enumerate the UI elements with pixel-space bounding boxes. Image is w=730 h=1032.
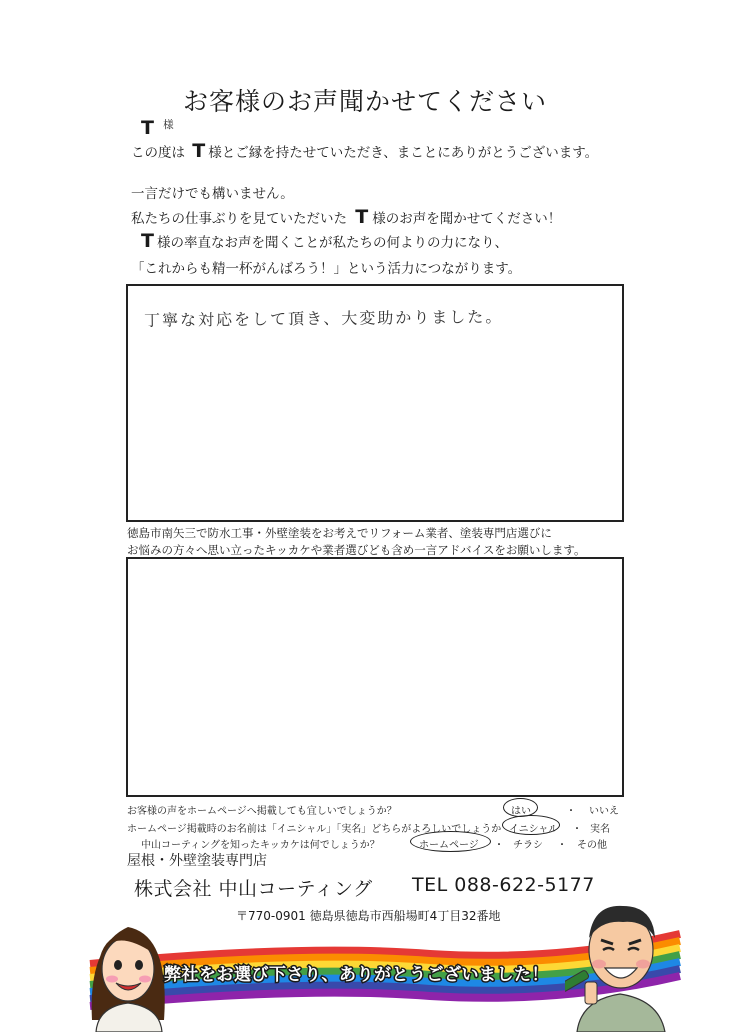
company-address: 〒770-0901 徳島県徳島市西船場町4丁目32番地 (236, 909, 501, 923)
q3-option-flyer: チラシ (513, 840, 543, 851)
intro-line-1-pre: この度は (131, 145, 185, 161)
intro-line-3-pre: 私たちの仕事ぶりを見ていただいた (131, 211, 347, 227)
q3-separator-1: ・ (494, 840, 504, 851)
q1-option-no: いいえ (589, 806, 619, 817)
advice-prompt-line-1: 徳島市南矢三で防水工事・外壁塗装をお考えでリフォーム業者、塗装専門店選びに (127, 526, 552, 540)
selected-circle-initial (502, 815, 560, 835)
intro-line-5: 「これからも精一杯がんばろう！」という活力につながります。 (131, 261, 522, 277)
woman-mascot-illustration (78, 895, 178, 1032)
initial-name-top (141, 117, 174, 139)
honorific-label: 様 (163, 119, 174, 131)
q3-option-homepage: ホームページ (419, 840, 479, 851)
comment-box (126, 284, 624, 522)
q2-option-realname: 実名 (590, 824, 610, 835)
customer-initial: T (141, 230, 154, 252)
customer-initial: T (141, 117, 154, 139)
q1-separator: ・ (566, 806, 576, 817)
intro-line-2: 一言だけでも構いません。 (131, 186, 294, 202)
q2-option-initial: イニシャル (509, 824, 559, 835)
man-mascot-illustration (565, 890, 675, 1032)
handwritten-comment: 丁寧な対応をして頂き、大変助かりました。 (143, 307, 504, 330)
intro-line-3 (131, 206, 561, 228)
intro-line-1 (131, 140, 598, 162)
advice-prompt-line-2: お悩みの方々へ思い立ったキッカケや業者選びども含め一言アドバイスをお願いします。 (127, 543, 586, 557)
customer-initial: T (355, 206, 369, 228)
intro-line-1-post: 様とご縁を持たせていただき、まことにありがとうございます。 (208, 145, 599, 161)
company-name: 株式会社 中山コーティング (134, 878, 373, 900)
question-how-found: 中山コーティングを知ったキッカケは何でしょうか？ (141, 840, 380, 851)
intro-line-4 (141, 230, 508, 252)
selected-circle-homepage (410, 831, 491, 852)
intro-line-4-post: 様の率直なお声を聞くことが私たちの何よりの力になり、 (156, 235, 508, 251)
q3-option-other: その他 (577, 840, 607, 851)
banner-thanks-text: 弊社をお選び下さり、ありがとうございました！ (164, 965, 549, 985)
q1-option-yes: はい (511, 806, 531, 817)
page-title: お客様のお声聞かせてください (182, 87, 547, 116)
q3-separator-2: ・ (557, 840, 567, 851)
advice-box (126, 557, 624, 797)
company-tel: TEL 088-622-5177 (412, 874, 595, 896)
q2-separator: ・ (572, 824, 582, 835)
intro-line-3-post: 様のお声を聞かせてください！ (372, 211, 562, 227)
customer-initial: T (192, 140, 206, 162)
question-publish: お客様の声をホームページへ掲載しても宜しいでしょうか？ (127, 806, 397, 817)
footer-tagline: 屋根・外壁塗装専門店 (127, 853, 267, 869)
question-name-style: ホームページ掲載時のお名前は「イニシャル」「実名」どちらがよろしいでしょうか (127, 824, 502, 835)
